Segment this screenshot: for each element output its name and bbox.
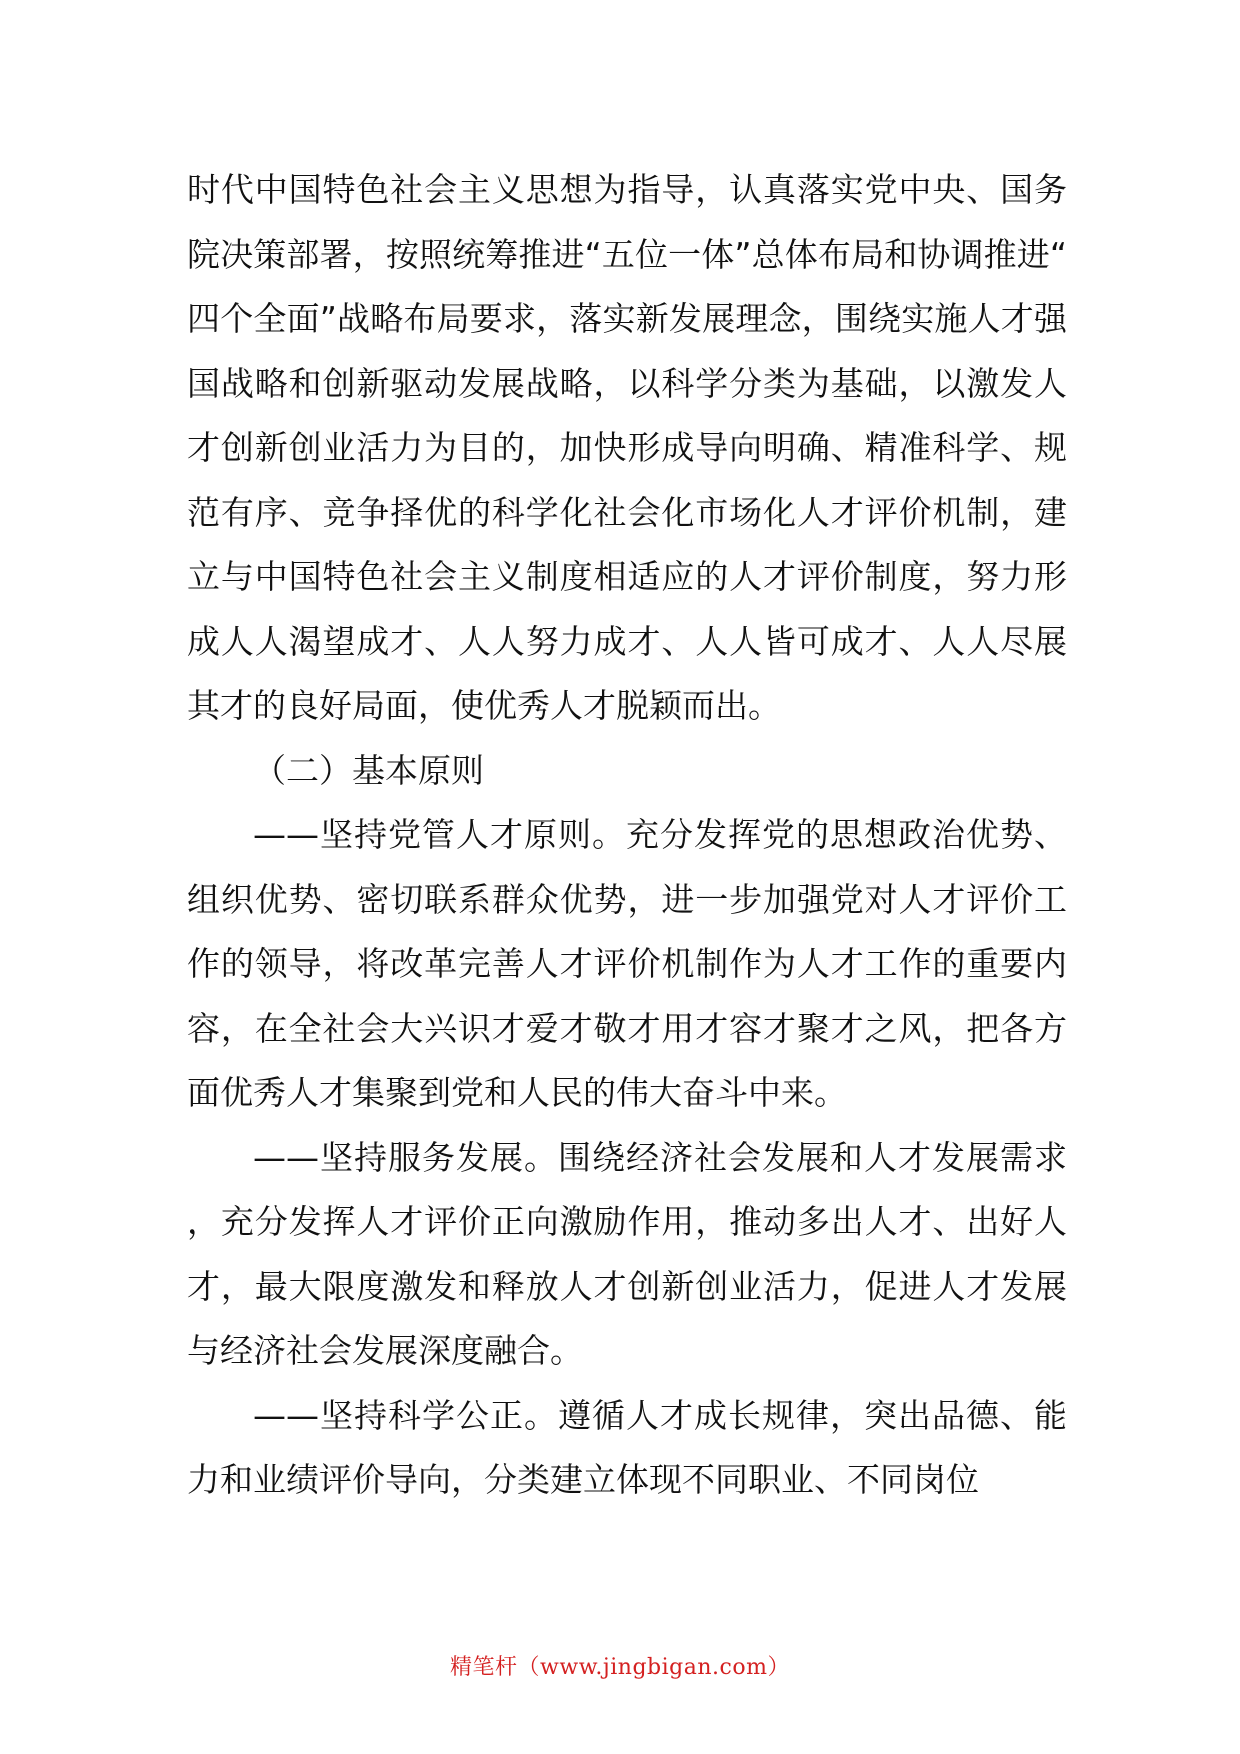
paragraph-principle-service: ——坚持服务发展。围绕经济社会发展和人才发展需求，充分发挥人才评价正向激励作用，推动多出人才、出好人才，最大限度激发和释放人才创新创业活力，促进人才发展与经济社会发展深度融合。 bbox=[187, 1137, 1067, 1370]
paragraph-principle-science: ——坚持科学公正。遵循人才成长规律，突出品德、能力和业绩评价导向，分类建立体现不同职业、不同岗位 bbox=[187, 1395, 1067, 1499]
paragraph-intro-continued: 时代中国特色社会主义思想为指导，认真落实党中央、国务院决策部署，按照统筹推进“五位一体”总体布局和协调推进“四个全面”战略布局要求，落实新发展理念，围绕实施人才强国战略和创新驱动发展战略，以科学分类为基础，以激发人才创新创业活力为目的，加快形成导向明确、精准科学、规范有序、竞争择优的科学化社会化市场化人才评价机制，建立与中国特色社会主义制度相适应的人才评价制度，努力形成人人渴望成才、人人努力成才、人人皆可成才、人人尽展其才的良好局面，使优秀人才脱颖而出。 bbox=[187, 170, 1067, 725]
document-body bbox=[187, 158, 1067, 1513]
paragraph-principle-party: ——坚持党管人才原则。充分发挥党的思想政治优势、组织优势、密切联系群众优势，进一步加强党对人才评价工作的领导，将改革完善人才评价机制作为人才工作的重要内容，在全社会大兴识才爱才敬才用才容才聚才之风，把各方面优秀人才集聚到党和人民的伟大奋斗中来。 bbox=[187, 815, 1067, 1112]
section-heading-basic-principles: （二）基本原则 bbox=[253, 750, 484, 790]
footer-watermark: 精笔杆（www.jingbigan.com） bbox=[450, 1655, 790, 1680]
